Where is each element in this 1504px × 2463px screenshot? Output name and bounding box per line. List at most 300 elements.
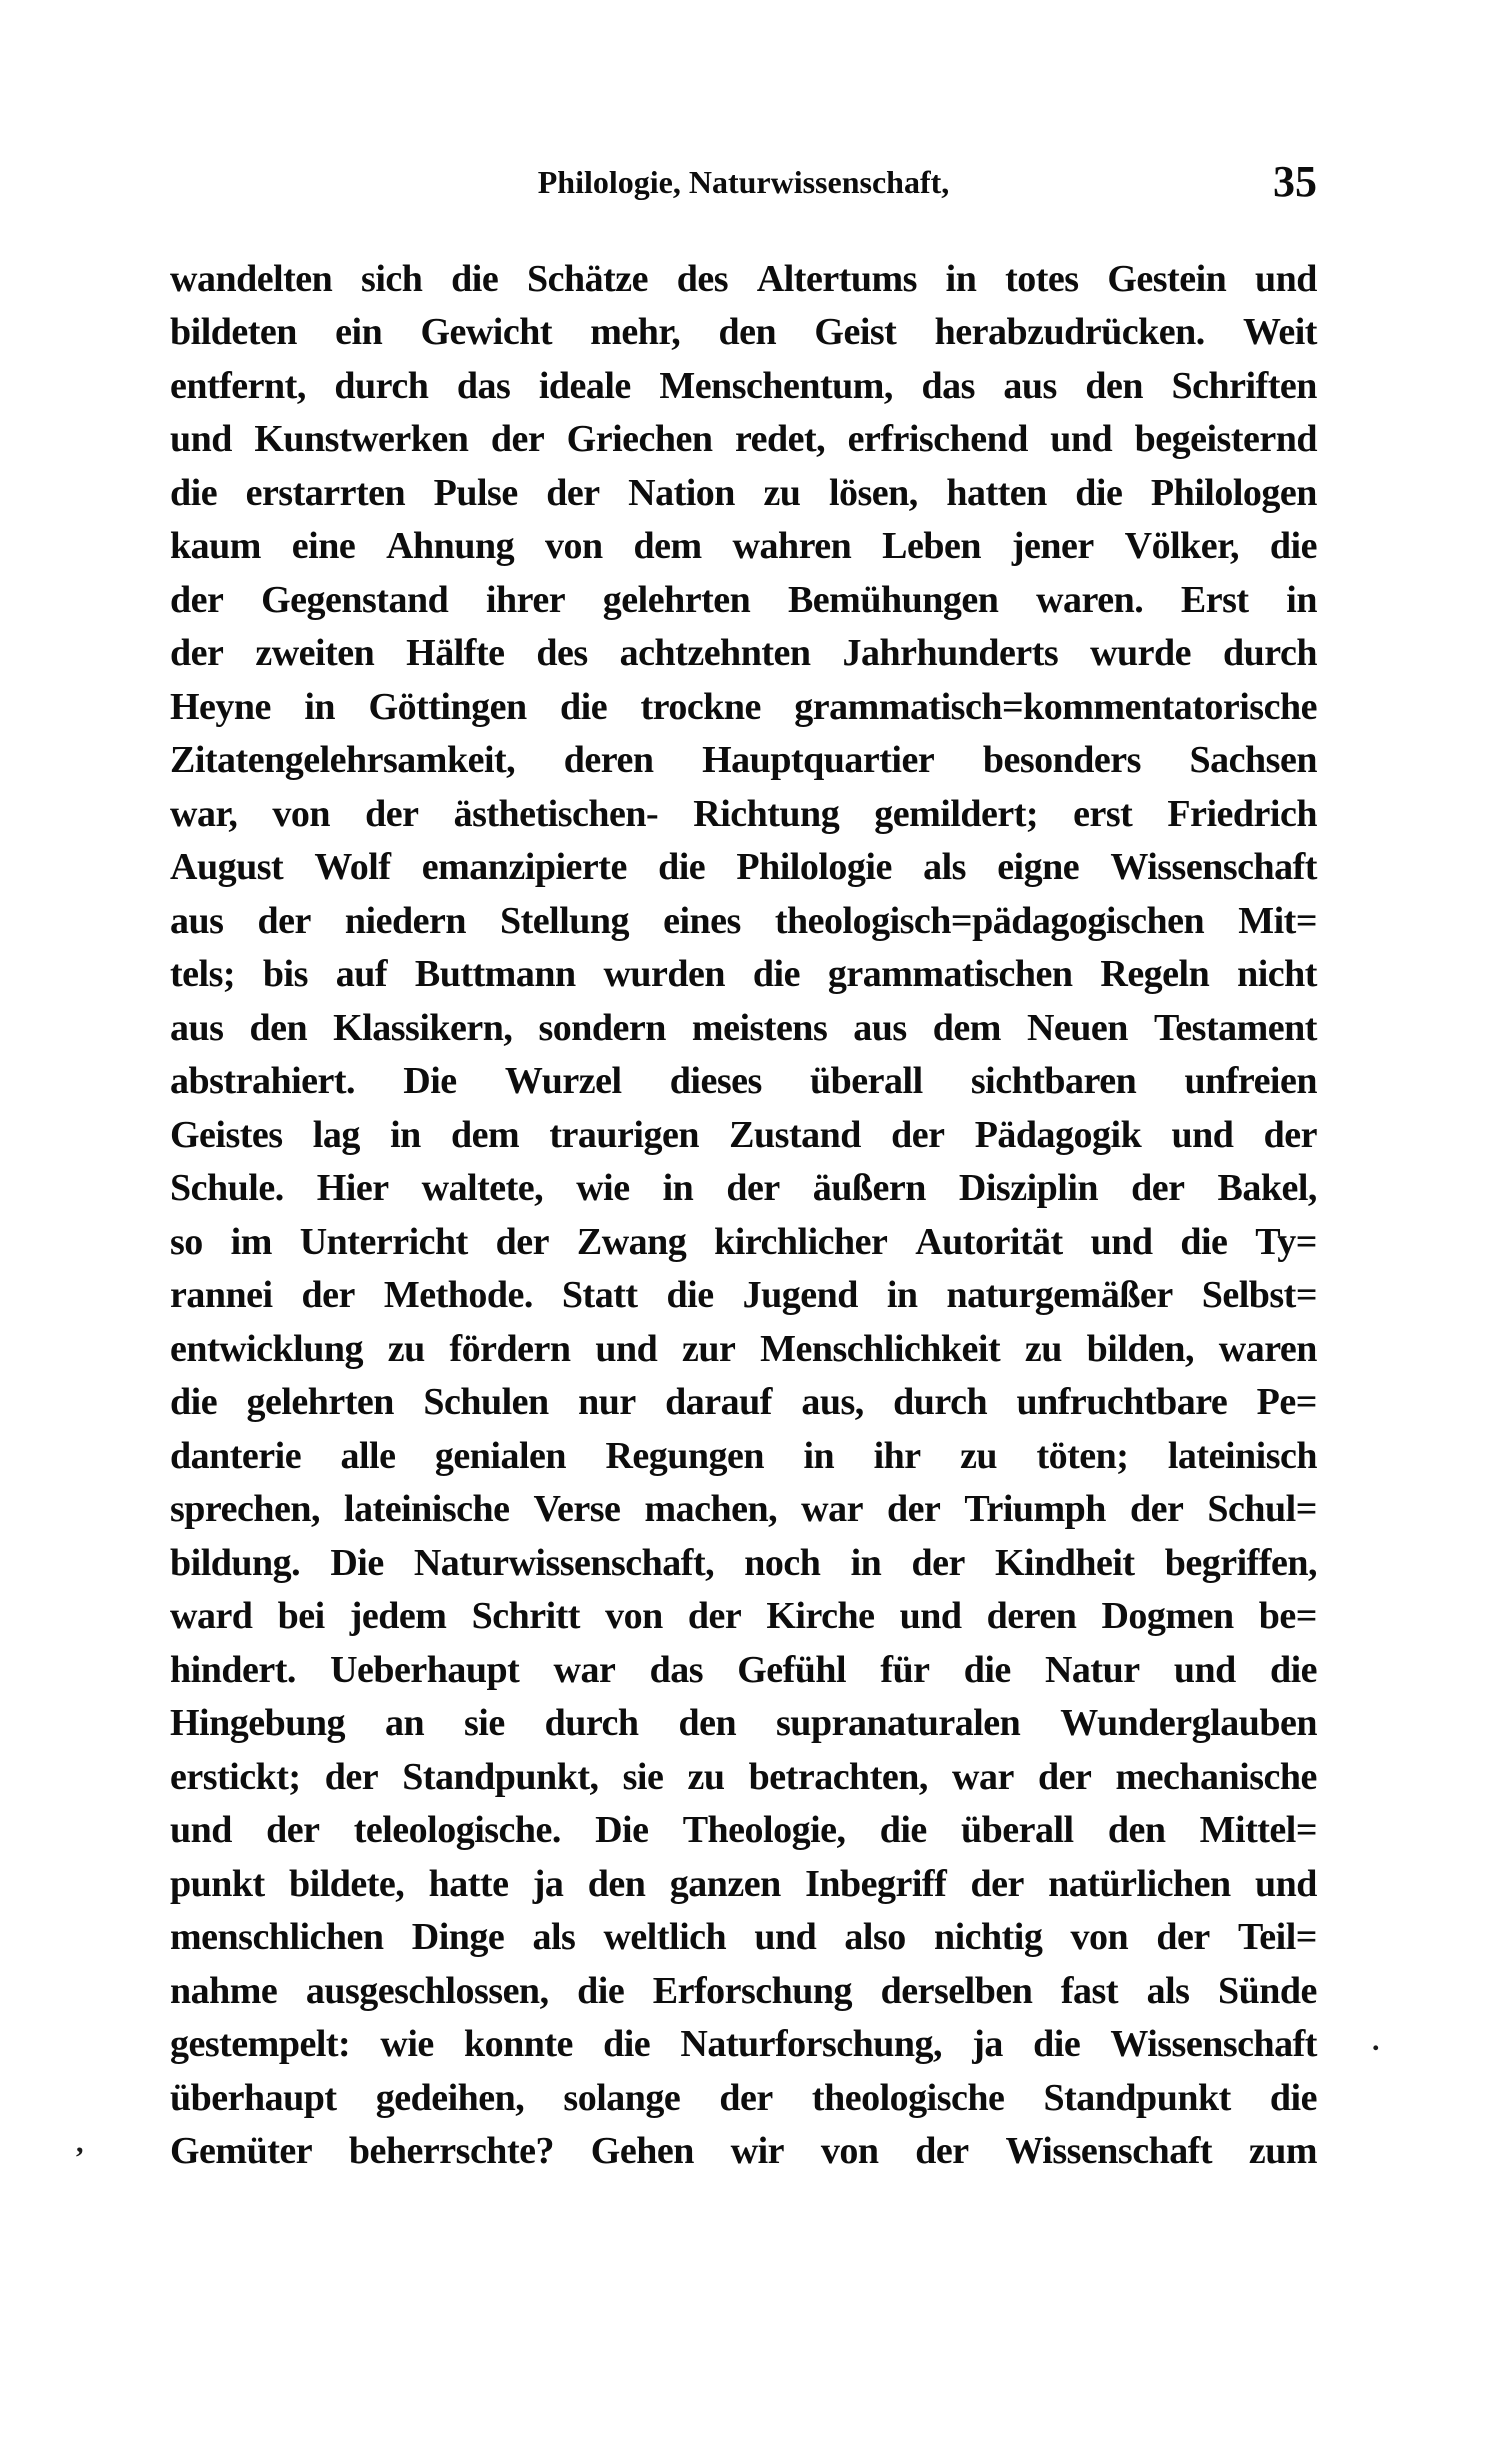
word: Sünde [1218,1969,1317,2012]
word: die [879,1809,927,1852]
word: durch [544,1702,639,1745]
word: waren [1218,1327,1317,1370]
word: derselben [880,1969,1033,2012]
word: niedern [344,899,466,942]
word: Buttmann [414,953,576,996]
word: von [605,1595,663,1638]
word: eines [663,899,741,942]
word: so [170,1220,203,1263]
page-header [170,156,1317,204]
word: gedeihen, [375,2076,525,2119]
word: Wunderglauben [1060,1702,1317,1745]
text-line [170,1750,1317,1804]
word: den [587,1862,646,1905]
word: Theologie, [682,1809,846,1852]
word: Kindheit [994,1541,1135,1584]
word: sie [622,1755,664,1798]
word: besonders [982,739,1141,782]
word: machen, [644,1488,778,1531]
word: der [490,418,545,461]
word: wurde [1090,632,1192,675]
word: an [384,1702,425,1745]
word: aus [170,1006,224,1049]
word: der [1131,1167,1185,1210]
word: zum [1248,2130,1317,2173]
word: bildete, [289,1862,405,1905]
word: Völker, [1124,525,1240,568]
word: Gewicht [420,311,553,354]
word: Hauptquartier [702,739,935,782]
word: der [546,471,600,514]
word: Wurzel [504,1060,622,1103]
word: Zwang [576,1220,687,1263]
word: und [170,1809,232,1852]
text-line [170,894,1317,948]
word: noch [744,1541,821,1584]
word: sich [361,257,423,300]
word: begeisternd [1134,418,1317,461]
word: ideale [538,364,631,407]
word: betrachten, [748,1755,928,1798]
word: Kunstwerken [254,418,469,461]
word: Klassikern, [333,1006,513,1049]
text-line [170,1429,1317,1483]
word: bildung. [170,1541,301,1584]
word: die [170,1381,218,1424]
word: aus [1003,364,1057,407]
word: war [952,1755,1014,1798]
word: von [820,2130,879,2173]
word: ward [170,1595,253,1638]
word: in [886,1274,918,1317]
word: eine [291,525,356,568]
word: der [301,1274,355,1317]
word: in [390,1113,421,1156]
word: der [891,1113,945,1156]
word: der [1156,1916,1210,1959]
word: Menschlichkeit [760,1327,1001,1370]
word: Mit= [1238,899,1317,942]
word: Göttingen [368,685,527,728]
word: der [970,1862,1024,1905]
word: erfrischend [847,418,1028,461]
word: rannei [170,1274,273,1317]
word: solange [563,2076,681,2119]
text-line [170,2125,1317,2179]
word: Regeln [1100,953,1210,996]
word: Richtung [693,792,840,835]
word: aus [853,1006,907,1049]
word: lateinisch [1167,1434,1317,1477]
word: für [880,1648,930,1691]
word: nahme [170,1969,278,2012]
word: traurigen [549,1113,699,1156]
word: hatten [946,471,1047,514]
word: weltlich [603,1916,727,1959]
word: Zitatengelehrsamkeit, [170,739,516,782]
word: Griechen [566,418,713,461]
text-line [170,680,1317,734]
word: Neuen [1026,1006,1128,1049]
word: in [1286,578,1317,621]
text-line [170,359,1317,413]
word: in [850,1541,882,1584]
word: zu [960,1434,998,1477]
word: die [1033,2023,1081,2066]
word: also [844,1916,906,1959]
word: theologisch=pädagogischen [774,899,1205,942]
word: totes [1005,257,1079,300]
word: die [1075,471,1123,514]
word: und [1090,1220,1153,1263]
word: die [666,1274,714,1317]
word: supranaturalen [776,1702,1021,1745]
text-line [170,1483,1317,1537]
word: Wissenschaft [1005,2130,1213,2173]
word: Dinge [411,1916,505,1959]
word: und [1173,1648,1236,1691]
word: dem [633,525,702,568]
text-line [170,1804,1317,1858]
word: Ty= [1255,1220,1317,1263]
word: zu [387,1327,425,1370]
text-line [170,520,1317,574]
word: Standpunkt, [402,1755,599,1798]
word: war [801,1488,863,1531]
word: und [595,1327,658,1370]
word: ästhetischen- [453,792,659,835]
word: Stellung [500,899,630,942]
text-line [170,1911,1317,1965]
word: deren [986,1595,1077,1638]
scan-artifact: . [1372,2024,1380,2057]
word: sichtbaren [970,1060,1137,1103]
word: gelehrten [602,578,751,621]
word: Pulse [433,471,518,514]
word: zu [763,471,801,514]
scan-artifact: , [76,2126,84,2159]
word: Autorität [915,1220,1063,1263]
word: das [649,1648,703,1691]
word: Schul= [1207,1488,1317,1531]
word: Gemüter [170,2130,313,2173]
word: und [754,1916,817,1959]
text-line [170,734,1317,788]
word: wie [576,1167,630,1210]
word: der [1263,1113,1317,1156]
word: aus [170,899,224,942]
word: Philologie [736,846,892,889]
word: gelehrten [246,1381,394,1424]
word: grammatisch=kommentatorische [794,685,1317,728]
word: durch [334,364,429,407]
word: in [803,1434,835,1477]
text-line [170,1590,1317,1644]
text-line [170,1269,1317,1323]
word: Selbst= [1201,1274,1317,1317]
word: die [752,953,800,996]
word: der [719,2076,773,2119]
word: kaum [170,525,261,568]
word: mechanische [1115,1755,1317,1798]
word: und [1254,1862,1317,1905]
word: die [658,846,706,889]
word: menschlichen [170,1916,384,1959]
word: Erforschung [652,1969,853,2012]
word: lateinische [344,1488,510,1531]
word: als [1146,1969,1190,2012]
word: Friedrich [1167,792,1317,835]
text-line [170,787,1317,841]
word: und [170,418,232,461]
word: der [495,1220,550,1263]
text-line [170,466,1317,520]
word: in [304,685,336,728]
word: des [536,632,588,675]
text-line [170,1536,1317,1590]
word: Altertums [756,257,917,300]
word: und [1255,257,1317,300]
word: fördern [449,1327,571,1370]
word: Standpunkt [1043,2076,1231,2119]
word: dem [932,1006,1001,1049]
word: Jugend [742,1274,858,1317]
word: naturgemäßer [946,1274,1173,1317]
word: das [921,364,975,407]
word: als [923,846,966,889]
word: Ahnung [386,525,515,568]
word: den [249,1006,308,1049]
word: der [1037,1755,1092,1798]
word: Gehen [590,2130,694,2173]
word: hindert. [170,1648,296,1691]
word: Jahrhunderts [842,632,1059,675]
word: Gefühl [737,1648,847,1691]
word: zweiten [255,632,375,675]
word: Disziplin [958,1167,1099,1210]
word: die [1269,1648,1317,1691]
word: Wissenschaft [1110,846,1317,889]
body-text [170,252,1317,2178]
word: der [687,1595,742,1638]
word: Bemühungen [787,578,999,621]
word: ihr [873,1434,921,1477]
word: Inbegriff [805,1862,947,1905]
word: Mittel= [1199,1809,1317,1852]
word: alle [340,1434,396,1477]
text-line [170,1322,1317,1376]
word: der [365,792,419,835]
word: durch [893,1381,988,1424]
word: Nation [628,471,735,514]
word: den [718,311,777,354]
word: danterie [170,1434,302,1477]
word: teleologische. [353,1809,561,1852]
text-line [170,413,1317,467]
word: achtzehnten [619,632,811,675]
word: deren [563,739,654,782]
word: grammatischen [827,953,1073,996]
word: theologische [811,2076,1005,2119]
word: wurden [603,953,726,996]
word: nichtig [933,1916,1043,1959]
word: Schulen [423,1381,549,1424]
text-line [170,948,1317,1002]
word: bei [277,1595,325,1638]
word: redet, [734,418,826,461]
word: Regungen [605,1434,765,1477]
word: sprechen, [170,1488,320,1531]
word: jener [1011,525,1094,568]
word: nur [578,1381,636,1424]
word: die [560,685,608,728]
word: den [1085,364,1144,407]
word: der [726,1167,780,1210]
word: Erst [1180,578,1249,621]
word: äußern [812,1167,926,1210]
word: durch [1223,632,1317,675]
word: Schule. [170,1167,284,1210]
word: Statt [561,1274,638,1317]
word: wie [380,2023,434,2066]
word: herabzudrücken. [934,311,1205,354]
word: jedem [349,1595,447,1638]
word: Kirche [766,1595,875,1638]
text-line [170,1108,1317,1162]
word: unfruchtbare [1016,1381,1228,1424]
word: der [887,1488,941,1531]
word: begriffen, [1164,1541,1317,1584]
word: Die [403,1060,457,1103]
word: den [1107,1809,1166,1852]
word: die [577,1969,625,2012]
word: zur [681,1327,736,1370]
page-number: 35 [1273,157,1317,206]
word: bilden, [1086,1327,1195,1370]
word: Zustand [729,1113,861,1156]
word: zu [1024,1327,1062,1370]
word: Heyne [170,685,271,728]
word: Teil= [1237,1916,1317,1959]
word: Schriften [1171,364,1317,407]
text-line [170,306,1317,360]
word: war, [170,792,238,835]
word: und [899,1595,962,1638]
word: der [1129,1488,1184,1531]
word: die [1180,1220,1228,1263]
word: ganzen [669,1862,781,1905]
word: wir [730,2130,785,2173]
word: von [272,792,331,835]
word: gestempelt: [170,2023,351,2066]
word: das [456,364,511,407]
text-line [170,1215,1317,1269]
word: unfreien [1184,1060,1317,1103]
text-line [170,1162,1317,1216]
word: tels; [170,953,236,996]
word: Schätze [526,257,648,300]
text-line [170,841,1317,895]
word: wandelten [170,257,333,300]
text-line [170,2018,1317,2072]
word: Sachsen [1189,739,1317,782]
text-line [170,1376,1317,1430]
word: Geist [814,311,897,354]
word: des [676,257,729,300]
word: waltete, [421,1167,544,1210]
word: war [553,1648,616,1691]
word: von [544,525,603,568]
word: als [532,1916,576,1959]
word: die [1269,525,1317,568]
word: Naturforschung, [680,2023,943,2066]
text-line [170,1697,1317,1751]
word: erst [1073,792,1133,835]
word: entwicklung [170,1327,363,1370]
word: Weit [1242,311,1317,354]
running-title: Philologie, Naturwissenschaft, [537,164,950,200]
word: Naturwissenschaft, [413,1541,715,1584]
text-line [170,252,1317,306]
word: überall [810,1060,923,1103]
word: Gegenstand [261,578,449,621]
word: mehr, [590,311,681,354]
word: der [170,578,224,621]
text-line [170,1857,1317,1911]
word: darauf [665,1381,772,1424]
word: abstrahiert. [170,1060,356,1103]
word: Die [595,1809,649,1852]
word: gemildert; [874,792,1039,835]
word: der [915,2130,969,2173]
word: Bakel, [1217,1167,1317,1210]
word: Die [330,1541,384,1584]
word: Geistes [170,1113,283,1156]
word: Hier [316,1167,389,1210]
word: hatte [428,1862,509,1905]
word: in [662,1167,694,1210]
word: Leben [882,525,982,568]
word: Wolf [314,846,391,889]
word: die [451,257,499,300]
word: im [230,1220,272,1263]
word: dem [451,1113,520,1156]
word: Schritt [471,1595,580,1638]
word: ausgeschlossen, [305,1969,549,2012]
word: Unterricht [299,1220,468,1263]
word: beherrschte? [348,2130,554,2173]
word: Philologen [1150,471,1317,514]
word: ja [532,1862,564,1905]
text-line [170,627,1317,681]
word: und [1050,418,1113,461]
word: wahren [732,525,852,568]
word: überhaupt [170,2076,337,2119]
word: meistens [691,1006,828,1049]
word: sondern [538,1006,666,1049]
text-line [170,1964,1317,2018]
word: erstickt; [170,1755,301,1798]
word: entfernt, [170,364,306,407]
word: Pädagogik [974,1113,1142,1156]
word: Wissenschaft [1110,2023,1317,2066]
word: Hälfte [406,632,505,675]
word: lösen, [828,471,918,514]
word: waren. [1036,578,1144,621]
word: genialen [434,1434,567,1477]
word: zu [687,1755,725,1798]
text-line [170,1055,1317,1109]
